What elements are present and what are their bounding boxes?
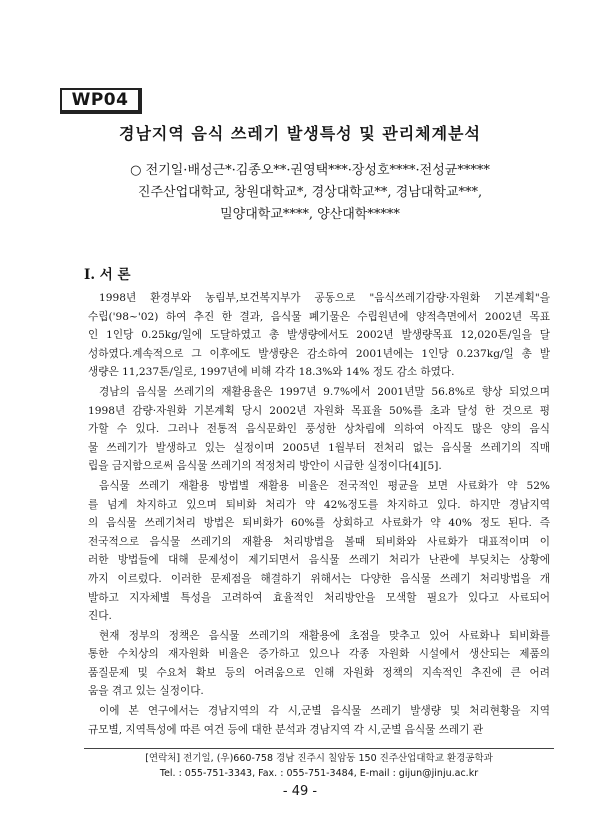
body-paragraph <box>88 383 550 476</box>
page-number: - 49 - <box>282 784 318 799</box>
paragraph-line: 규모별, 지역특성에 따른 여건 등에 대한 분석과 경남지역 각 시,군별 음식물 쓰레기 관 <box>88 723 484 736</box>
paragraph-line: 가할 수 있다. 그러나 전통적 음식문화인 풍성한 상차림에 의하여 아직도 많은 양의 음식 <box>88 423 550 436</box>
paragraph-line: 를 넘게 차지하고 있으며 퇴비화 처리가 약 42%정도를 차지하고 있다. 하지만 경남지역 <box>88 498 550 511</box>
body-paragraph <box>88 702 550 739</box>
paragraph-line: 진다. <box>88 610 112 623</box>
paragraph-line: 경남의 음식물 쓰레기의 재활용율은 1997년 9.7%에서 2001년말 56.8%로 향상 되었으며 <box>99 385 550 398</box>
affiliations-line-1: 진주산업대학교, 창원대학교*, 경상대학교**, 경남대학교***, <box>137 185 483 200</box>
affiliations-line-2: 밀양대학교****, 양산대학***** <box>220 207 400 222</box>
paragraph-line: 움을 겪고 있는 실정이다. <box>88 685 204 698</box>
section-heading: Ⅰ. 서 론 <box>84 267 131 283</box>
footnote-rule <box>84 748 554 749</box>
body-text <box>88 289 550 740</box>
paragraph-line: 음식물 쓰레기 재활용 방법별 재활용 비율은 전국적인 평균을 보면 사료화가 약 52% <box>99 479 550 492</box>
paragraph-line: 의 음식물 쓰레기처리 방법은 퇴비화가 60%를 상회하고 사료화가 약 40% 정도 된다. 즉 <box>88 517 550 530</box>
paragraph-line: 수립('98~'02) 하여 추진 한 결과, 음식물 폐기물은 수립원년에 양적측면에서 2002년 목표 <box>88 310 550 323</box>
author-block <box>60 160 560 226</box>
contact-address: [연락처] 전기일, (우)660-758 경남 진주시 칠암동 150 진주산업대학교 환경공학과 <box>145 753 493 764</box>
paragraph-line: 현재 정부의 정책은 음식물 쓰레기의 재활용에 초점을 맞추고 있어 사료화나 퇴비화를 <box>99 629 550 642</box>
body-paragraph <box>88 289 550 382</box>
paragraph-line: 생량은 11,237톤/일로, 1997년에 비해 각각 18.3%와 14% 정도 감소 하였다. <box>88 366 455 379</box>
paragraph-line: 이에 본 연구에서는 경남지역의 각 시,군별 음식물 쓰레기 발생량 및 처리현황을 지역 <box>99 705 550 718</box>
paragraph-line: 발하고 지자체별 특성을 고려하여 효율적인 처리방안을 모색할 필요가 있다고 사료되어 <box>88 591 550 604</box>
paragraph-line: 러한 방법들에 대해 문제성이 제기되면서 음식물 쓰레기 처리가 난관에 부딪치는 상황에 <box>88 554 550 567</box>
paragraph-line: 까지 이르렀다. 이러한 문제점을 해결하기 위해서는 다양한 음식물 쓰레기 처리방법을 개 <box>88 572 550 585</box>
author-names: ○ 전기일·배성근*·김종오**·권영택***·장성호****·전성균***** <box>130 163 490 178</box>
paper-title: 경남지역 음식 쓰레기 발생특성 및 관리체계분석 <box>119 124 481 143</box>
paragraph-line: 품질문제 및 수요처 확보 등의 어려움으로 인해 자원화 정책의 지속적인 추진에 큰 어려 <box>88 666 550 679</box>
paragraph-line: 물 쓰레기가 발생하고 있는 실정이며 2005년 1월부터 전처리 없는 음식물 쓰레기의 직매 <box>88 441 550 454</box>
paragraph-line: 1998년 환경부와 농림부,보건복지부가 공동으로 "음식쓰레기감량·자원화 기본계획"을 <box>99 292 550 304</box>
paper-code-box: WP04 <box>60 88 142 114</box>
paragraph-line: 1998년 감량·자원화 기본계획 당시 2002년 자원화 목표율 50%를 초과 달성 한 것으로 평 <box>88 404 550 417</box>
paragraph-line: 통한 수치상의 재자원화 비율은 증가하고 있으나 각종 자원화 시설에서 생산되는 제품의 <box>88 648 550 661</box>
contact-footnote <box>84 751 554 781</box>
paragraph-line: 성하였다.계속적으로 그 이후에도 발생량은 감소하여 2001년에는 1인당 0.237kg/일 총 발 <box>88 347 550 360</box>
body-paragraph <box>88 477 550 626</box>
paragraph-line: 전국적으로 음식물 쓰레기의 재활용 처리방법을 볼때 퇴비화와 사료화가 대표적이며 이 <box>88 535 550 548</box>
paragraph-line: 인 1인당 0.25kg/일에 도달하였고 총 발생량에서도 2002년 발생량목표 12,020톤/일을 달 <box>88 329 550 342</box>
paragraph-line: 립을 금지함으로써 음식물 쓰레기의 적정처리 방안이 시급한 실정이다[4][5]. <box>88 460 442 473</box>
body-paragraph <box>88 627 550 701</box>
contact-phone-email: Tel. : 055-751-3343, Fax. : 055-751-3484, E-mail : gijun@jinju.ac.kr <box>159 768 479 779</box>
